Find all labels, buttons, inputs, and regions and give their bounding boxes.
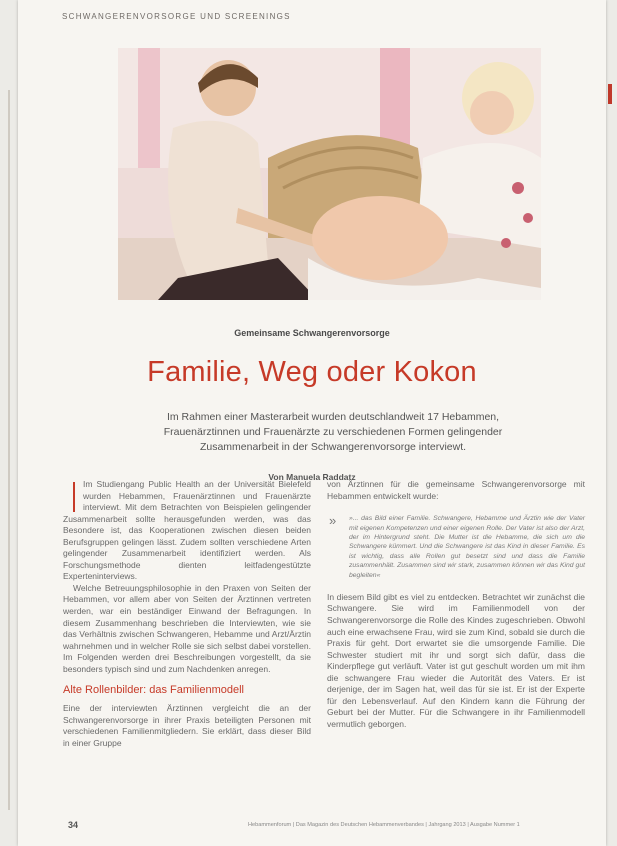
- pull-quote: [327, 514, 585, 580]
- page-number: 34: [68, 820, 79, 830]
- red-initial-bar: [73, 482, 75, 512]
- paragraph: [63, 479, 311, 583]
- quote-mark-icon: »: [329, 513, 337, 529]
- gutter-rule: [8, 90, 10, 810]
- article-byline: Von Manuela Raddatz: [268, 472, 356, 482]
- red-edge-mark: [608, 84, 612, 104]
- article-headline: Familie, Weg oder Kokon: [147, 356, 477, 388]
- article-photo: [118, 48, 541, 300]
- page-gutter-left: [0, 0, 18, 846]
- paragraph: Eine der interviewten Ärztinnen vergleicht die an der Schwangerenvorsorge in ihrer Praxis beteiligten Personen mit verschiedenen Familienmitgliedern. Sie erklärt, dass dieser Bild in einer Gruppe: [63, 703, 311, 748]
- text-column-left: [63, 479, 311, 749]
- text-column-right: [327, 479, 585, 731]
- quote-text: »... das Bild einer Familie. Schwangere, Hebamme und Ärztin wie der Vater mit eigenen Kompetenzen und einer eigenen Rolle. Der Vater ist also der Arzt, der im Hintergrund steht. Die Mutter ist die Hebamme, die sich um die Schwangere kümmert. Und die Schwangere ist das Kind in dieser Familie. Es ist wichtig, dass alle Rollen gut besetzt sind und dass die Familie zusammenhält. Zusammen sind wir stark, zusammen können wir das Kind gut begleiten«: [349, 515, 585, 579]
- paragraph-text: Im Studiengang Public Health an der Universität Bielefeld wurden Hebammen, Frauenärztinnen und Frauenärzte interviewt. Mit dem Betrachten von Beispielen gelingender Zusammenarbeit sollte herausgefunden werden, was das Besondere ist, das Kooperationen zwischen diesen beiden Berufsgruppen gelingen lässt. Zudem sollten verschiedene Arten gelingender Zusammenarbeit identifiziert werden. Als Forschungsmethode dienten leitfadengestützte Experteninterviews.: [63, 479, 311, 582]
- section-heading: Alte Rollenbilder: das Familienmodell: [63, 684, 244, 697]
- page-edge-right: [606, 0, 617, 846]
- article-kicker: Gemeinsame Schwangerenvorsorge: [234, 328, 390, 338]
- photo-illustration: [118, 48, 541, 300]
- magazine-page: [18, 0, 606, 846]
- running-head: SCHWANGERENVORSORGE UND SCREENINGS: [62, 12, 291, 21]
- page-footer: Hebammenforum | Das Magazin des Deutschen Hebammenverbandes | Jahrgang 2013 | Ausgabe Nummer 1: [248, 822, 520, 828]
- paragraph: Welche Betreuungsphilosophie in den Praxen von Seiten der Hebammen, vor allem aber von Seiten der Ärztinnen vertreten werden, war ein beständiger Einwand der Befragungen. In diesem Zusammenhang beschrieben die Interviewten, wie sie das Verhältnis zwischen Schwangeren, Hebamme und Arzt/Ärztin wahrnehmen und in welcher Rolle sie sich selbst dabei vorstellen. Im Folgenden werden drei Beschreibungen vorgestellt, da sie besonders typisch sind und zum Nachdenken anregen.: [63, 582, 311, 674]
- paragraph: von Ärztinnen für die gemeinsame Schwangerenvorsorge mit Hebammen entwickelt wurde:: [327, 479, 585, 501]
- paragraph: In diesem Bild gibt es viel zu entdecken. Betrachtet wir zunächst die Schwangere. Sie wird im Familienmodell von der Schwangerenvorsorge die Rolle des Kindes zugeschrieben. Obwohl auch eine erwachsene Frau, wird sie zum Kind, sobald sie durch die Praxis für geht. Dort erwartet sie die umsorgende Familie. Die Schwester studiert mit ihr und sorgt sich dafür, dass die Kinderpflege gut verläuft. Vater ist gut geschult worden um mit ihm die schwangere Frau wieder die Autorität des Vaters. Er ist derjenige, der im Sagen hat, weil das für sie ist. Er ist der Experte für den Lebensverlauf. Auf den Kindern kann die Führung der Geburt bei der Mutter. Für die Schwangere in ihr Familienmodell vermutlich geborgen.: [327, 591, 585, 729]
- article-lead: Im Rahmen einer Masterarbeit wurden deutschlandweit 17 Hebammen, Frauenärztinnen und Frauenärzte zu verschiedenen Formen gelingender Zusammenarbeit in der Schwangerenvorsorge interviewt.: [163, 411, 503, 453]
